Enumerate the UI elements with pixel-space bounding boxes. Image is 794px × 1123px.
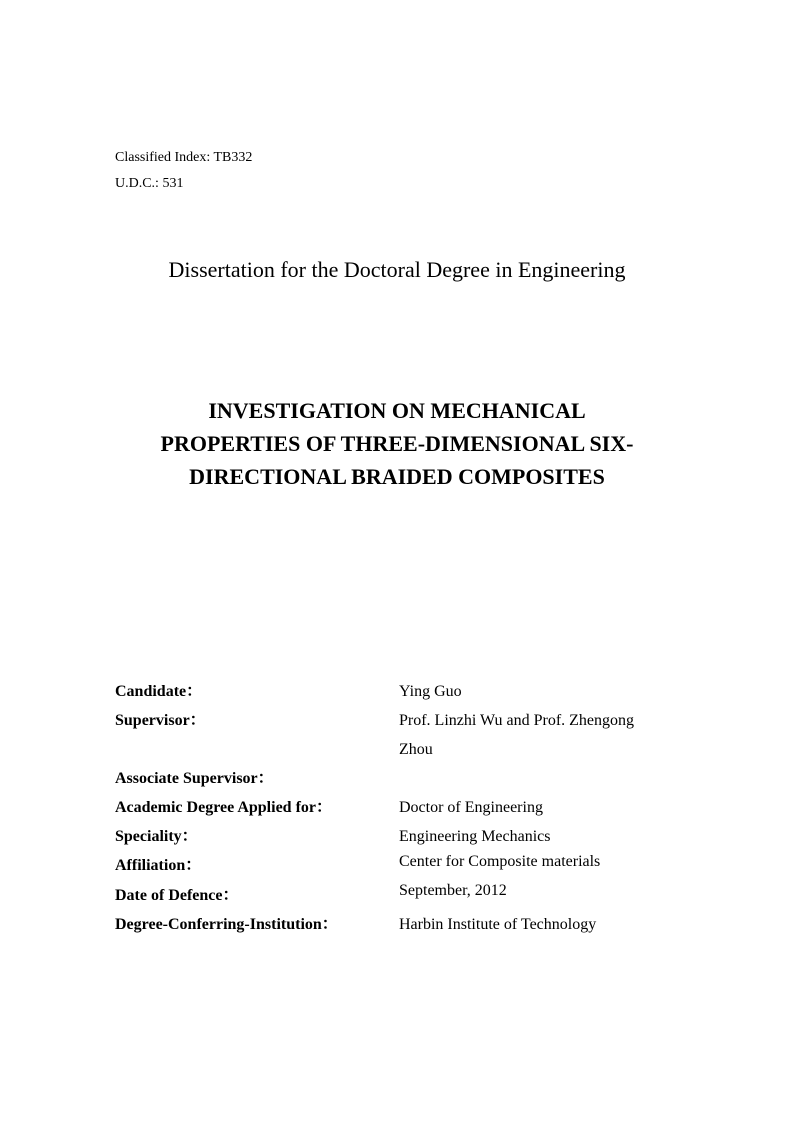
classified-index: Classified Index: TB332 [115,150,253,165]
thesis-title-line-2: PROPERTIES OF THREE-DIMENSIONAL SIX- [160,431,634,456]
affiliation-label: Affiliation： [115,857,202,874]
speciality-label: Speciality： [115,828,198,845]
thesis-title [130,394,664,493]
supervisor-value-line-2: Zhou [399,741,433,758]
academic-degree-label: Academic Degree Applied for： [115,799,332,816]
supervisor-value-line-1: Prof. Linzhi Wu and Prof. Zhengong [399,712,635,729]
date-of-defence-value: September, 2012 [399,882,507,899]
udc-number: U.D.C.: 531 [115,176,184,191]
degree-title: Dissertation for the Doctoral Degree in Engineering [168,257,626,282]
affiliation-value: Center for Composite materials [399,853,601,870]
candidate-label: Candidate： [115,683,203,700]
thesis-title-line-3: DIRECTIONAL BRAIDED COMPOSITES [189,464,605,489]
supervisor-label: Supervisor： [115,712,206,729]
thesis-title-line-1: INVESTIGATION ON MECHANICAL [208,398,586,423]
associate-supervisor-label: Associate Supervisor： [115,770,274,787]
date-of-defence-label: Date of Defence： [115,887,239,904]
academic-degree-value: Doctor of Engineering [399,799,543,816]
institution-label: Degree-Conferring-Institution： [115,916,338,933]
institution-value: Harbin Institute of Technology [399,916,597,933]
speciality-value: Engineering Mechanics [399,828,551,845]
candidate-value: Ying Guo [399,683,462,700]
